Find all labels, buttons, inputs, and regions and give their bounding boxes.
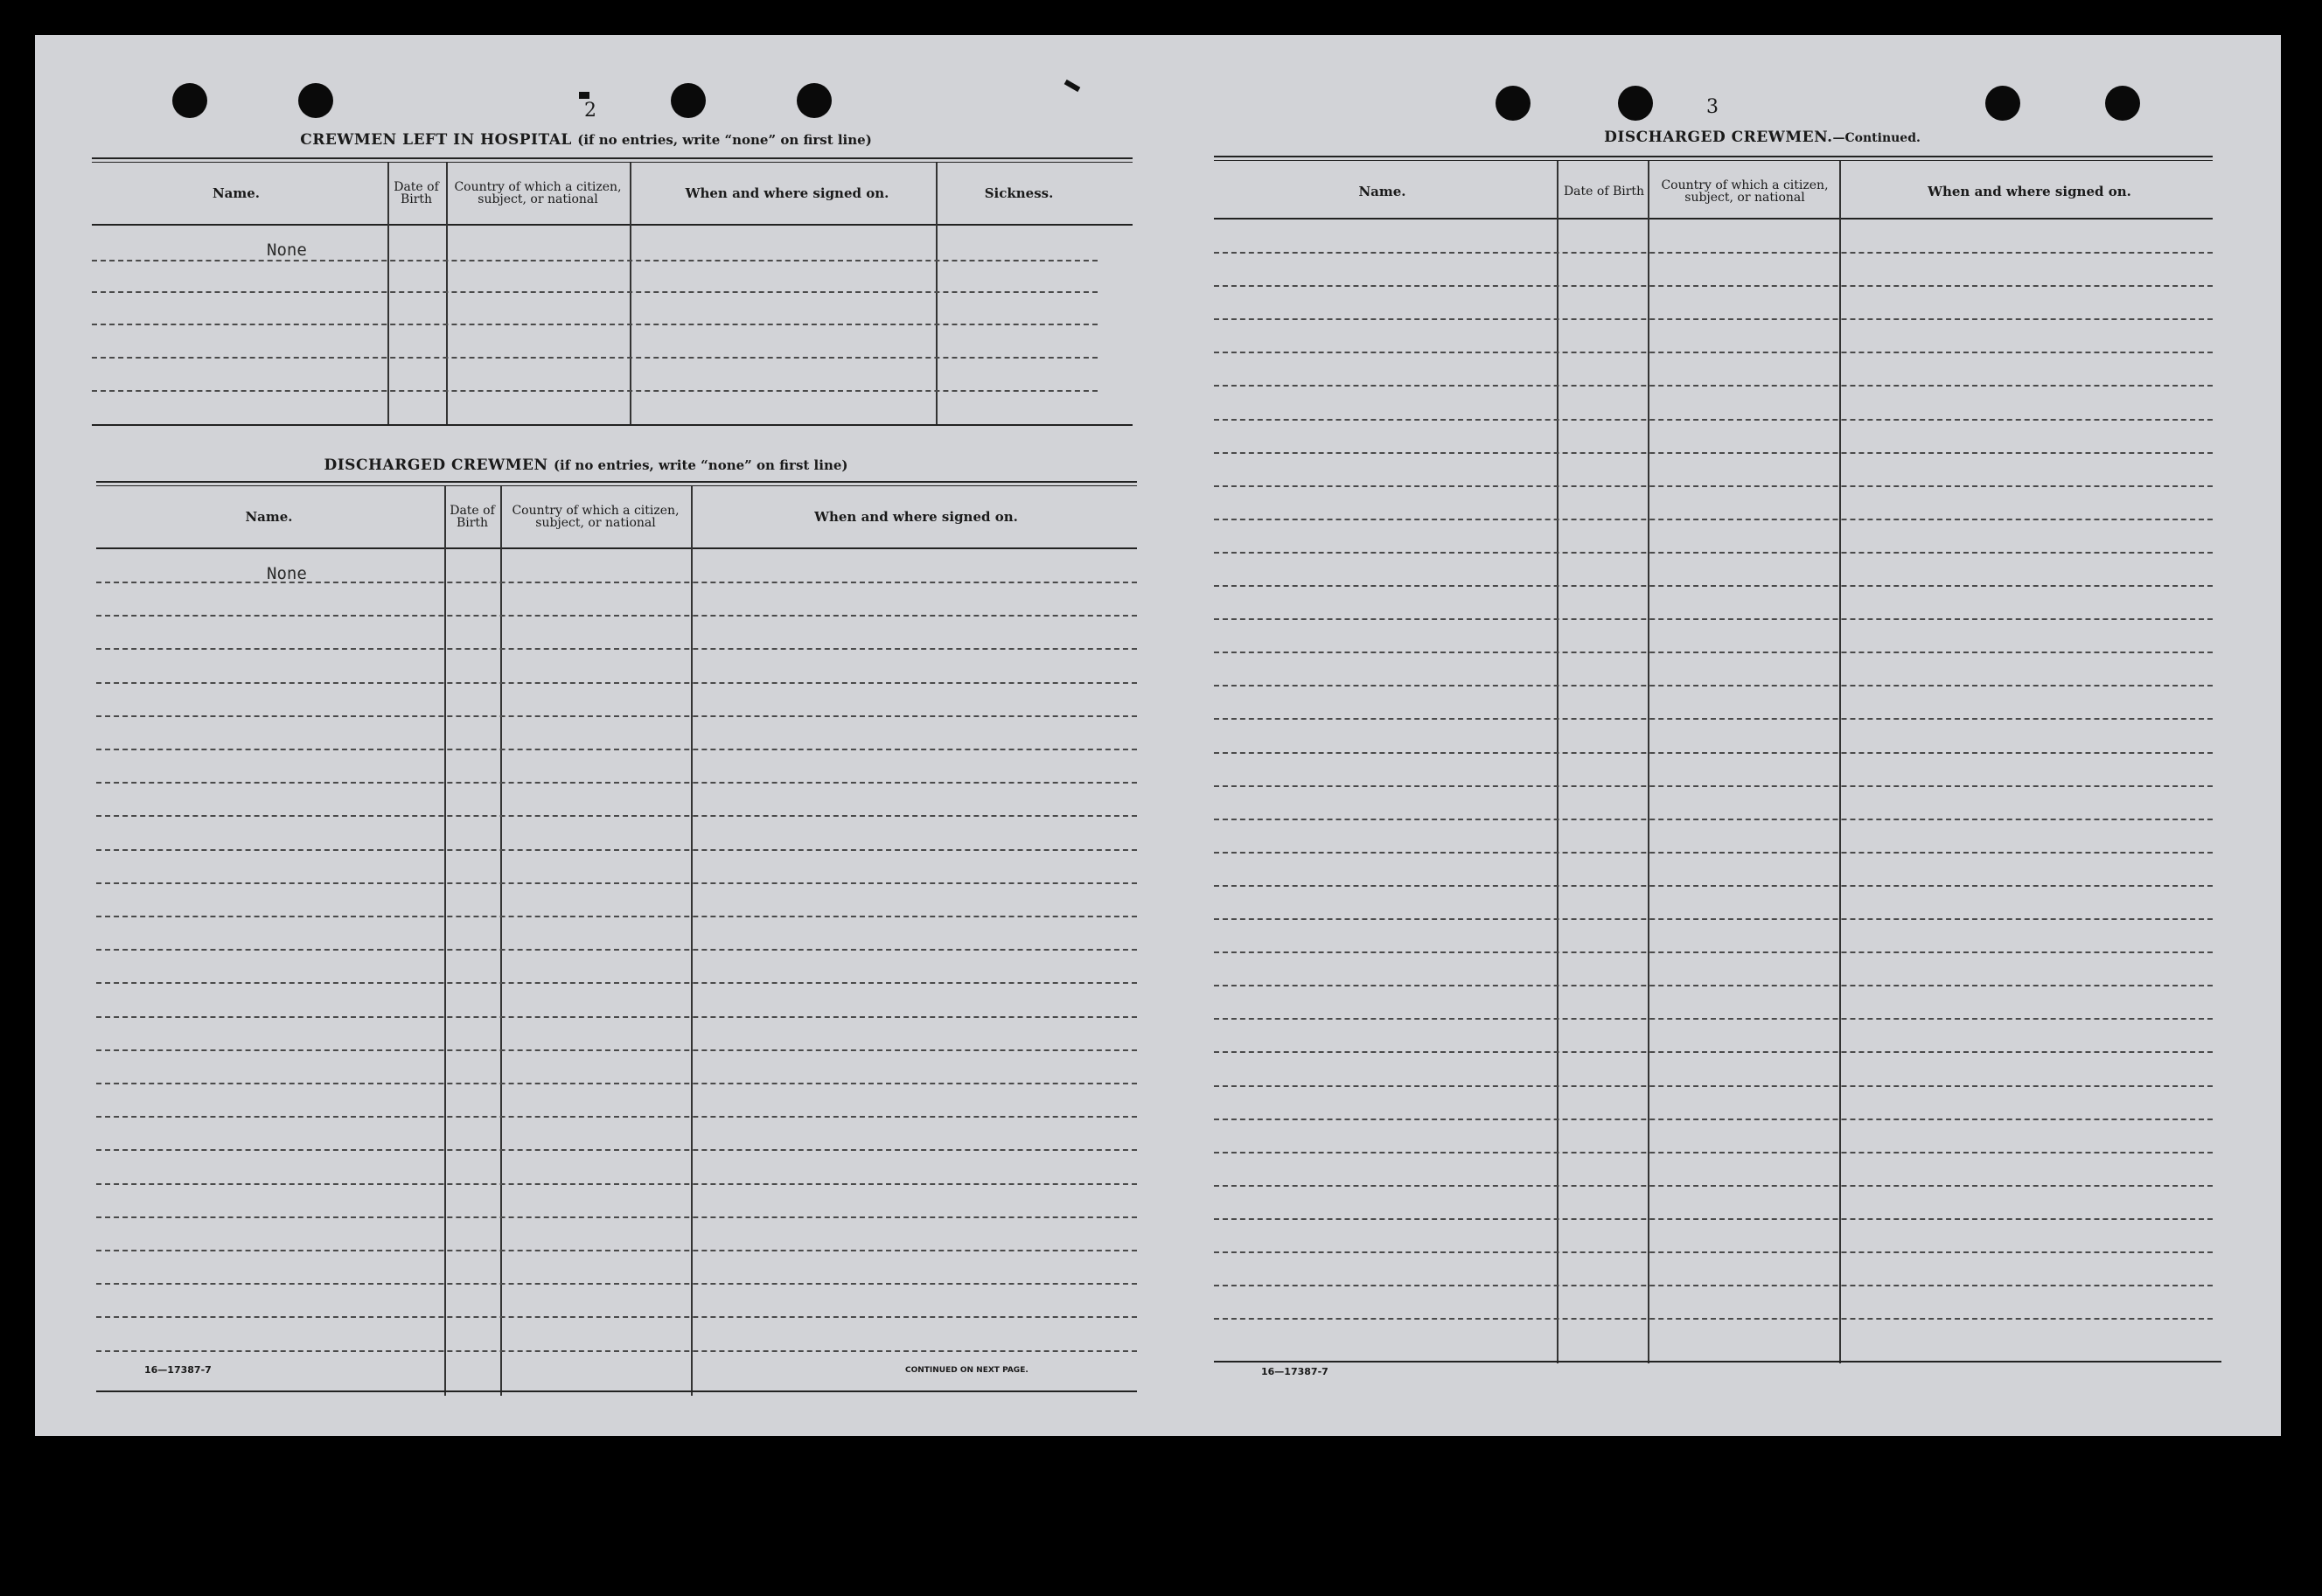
entry-line [92,390,1098,392]
entry-line [1214,1285,2213,1286]
ink-speck [579,92,589,99]
entry-line [1214,618,2213,620]
entry-line [1214,252,2213,254]
entry-line [1214,318,2213,320]
entry-line [1214,352,2213,353]
entry-line [96,715,1137,717]
entry-line [1214,918,2213,920]
col-header-date-of-birth: Date of Birth [1563,185,1645,199]
discharged-table [96,481,1146,1404]
col-header-name: Name. [1358,184,1406,199]
col-header-country: Country of which a citizen, subject, or national [454,180,622,206]
col-header-country: Country of which a citizen, subject, or national [512,504,680,530]
col-header-date-of-birth: Date of Birth [394,180,439,206]
page-number: 2 [584,100,596,122]
hospital-section-title [96,131,1076,149]
hospital-title-text: CREWMEN LEFT IN HOSPITAL [300,131,572,149]
discharged-section-title [96,456,1076,474]
entry-line [96,982,1137,984]
punch-hole [1985,86,2020,121]
entry-line [1214,752,2213,754]
entry-line [96,615,1137,617]
column-divider [500,486,502,1396]
entry-line [1214,285,2213,287]
entry-line [1214,985,2213,986]
entry-line [96,1216,1137,1218]
entry-line [96,1183,1137,1185]
entry-line [1214,1018,2213,1020]
entry-line [92,324,1098,325]
discharged-entry: None [267,564,307,583]
col-header-date-of-birth: Date of Birth [450,504,495,530]
entry-line [1214,852,2213,854]
entry-line [1214,552,2213,554]
hospital-instruction: (if no entries, write “none” on first line) [577,132,872,148]
discharged-continued-title-text: DISCHARGED CREWMEN. [1604,129,1833,146]
ink-speck [1064,80,1081,92]
entry-line [1214,1218,2213,1220]
entry-line [96,648,1137,650]
column-divider [1557,161,1558,1363]
entry-line [1214,1119,2213,1120]
entry-line [1214,1152,2213,1153]
entry-line [1214,419,2213,421]
entry-line [96,1116,1137,1118]
entry-line [1214,585,2213,587]
column-divider [387,163,389,425]
discharged-continued-table [1214,156,2281,1406]
entry-line [1214,652,2213,653]
punch-hole [172,83,207,118]
header-rule [1214,218,2213,220]
entry-line [96,682,1137,684]
entry-line [1214,385,2213,387]
hospital-table [92,157,1133,472]
form-number: 16—17387-7 [1261,1366,1328,1377]
table-bottom-rule [92,424,1133,426]
col-header-name: Name. [245,509,293,525]
entry-line [1214,1085,2213,1087]
entry-line [96,949,1137,951]
column-divider [446,163,448,425]
punch-hole [671,83,706,118]
right-page [1137,35,2281,1436]
column-divider [1839,161,1841,1363]
col-header-name: Name. [212,185,261,201]
discharged-title-text: DISCHARGED CREWMEN [324,456,548,474]
entry-line [96,1250,1137,1251]
punch-hole [1496,86,1531,121]
left-page [35,35,1163,1436]
entry-line [96,882,1137,884]
entry-line [96,582,1137,583]
header-rule [96,547,1137,549]
entry-line [96,916,1137,917]
column-divider [936,163,938,425]
entry-line [96,1016,1137,1018]
col-header-country: Country of which a citizen, subject, or national [1661,178,1829,205]
page-number: 3 [1706,96,1719,118]
entry-line [1214,819,2213,820]
col-header-when-where: When and where signed on. [1928,184,2131,199]
column-divider [1648,161,1649,1363]
entry-line [96,1049,1137,1051]
col-header-sickness: Sickness. [984,185,1054,201]
continued-suffix: —Continued. [1832,131,1921,145]
table-top-rule [92,157,1133,159]
entry-line [96,782,1137,784]
entry-line [1214,452,2213,454]
column-divider [444,486,446,1396]
entry-line [96,1149,1137,1151]
entry-line [96,1083,1137,1084]
entry-line [92,260,1098,261]
column-divider [630,163,631,425]
col-header-when-where: When and where signed on. [814,509,1018,525]
entry-line [96,1283,1137,1285]
entry-line [1214,685,2213,686]
hospital-entry: None [267,240,307,260]
entry-line [1214,485,2213,487]
table-top-rule [1214,156,2213,157]
entry-line [1214,519,2213,520]
form-number: 16—17387-7 [144,1364,212,1376]
punch-hole [2105,86,2140,121]
entry-line [1214,718,2213,720]
entry-line [96,749,1137,750]
entry-line [96,1316,1137,1318]
entry-line [1214,1051,2213,1053]
entry-line [92,291,1098,293]
entry-line [1214,951,2213,953]
punch-hole [797,83,832,118]
entry-line [96,1350,1137,1352]
table-bottom-rule [1214,1361,2221,1363]
discharged-continued-title [1242,129,2283,146]
entry-line [96,849,1137,851]
table-top-rule [96,481,1137,483]
header-rule [92,224,1133,226]
entry-line [92,357,1098,359]
discharged-instruction: (if no entries, write “none” on first line) [553,457,848,473]
table-bottom-rule [96,1390,1146,1392]
entry-line [1214,1318,2213,1320]
punch-hole [1618,86,1653,121]
col-header-when-where: When and where signed on. [685,185,889,201]
entry-line [1214,785,2213,787]
entry-line [1214,1251,2213,1253]
entry-line [1214,1185,2213,1187]
column-divider [691,486,693,1396]
punch-hole [298,83,333,118]
entry-line [1214,885,2213,887]
entry-line [96,815,1137,817]
continued-note: CONTINUED ON NEXT PAGE. [905,1366,1029,1375]
